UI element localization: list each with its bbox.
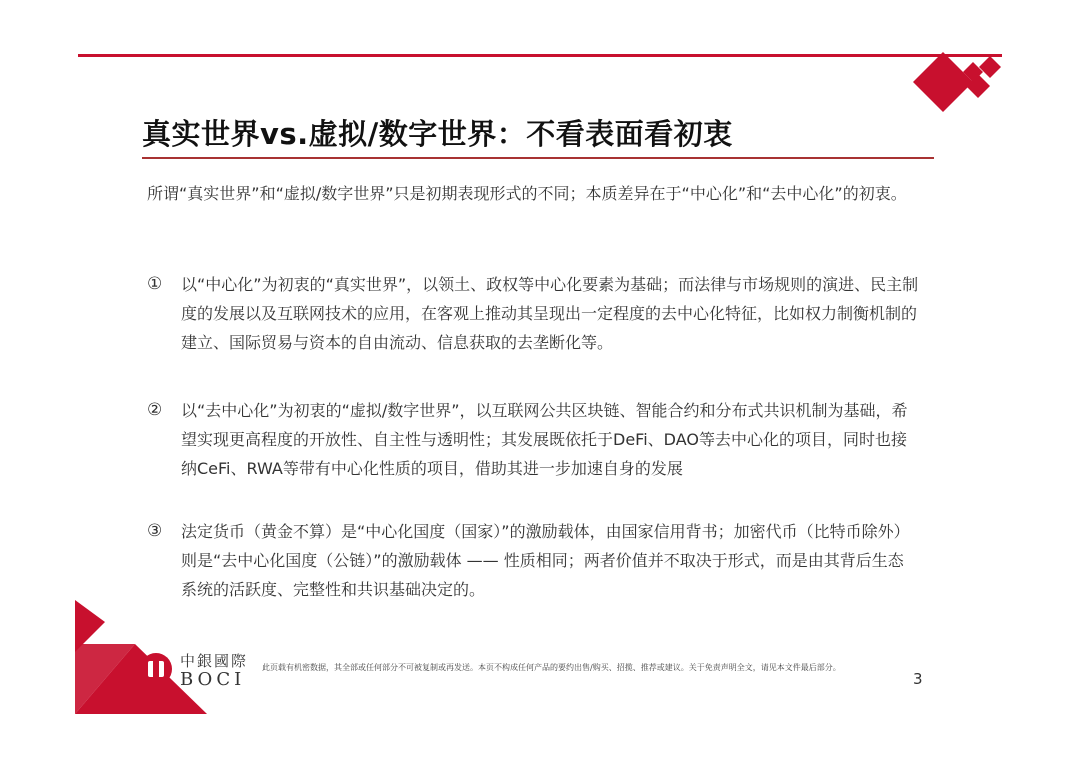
intro-paragraph: 所谓“真实世界”和“虚拟/数字世界”只是初期表现形式的不同；本质差异在于“中心化”和“去中心化”的初衷。 xyxy=(147,184,907,203)
footer-disclaimer: 此页载有机密数据，其全部或任何部分不可被复制或再发送。本页不构成任何产品的要约出售/购买、招揽、推荐或建议。关于免责声明全文，请见本文件最后部分。 xyxy=(262,663,841,672)
point-marker: ① xyxy=(147,274,163,294)
page-title: 真实世界vs.虚拟/数字世界：不看表面看初衷 xyxy=(142,117,733,151)
logo-chinese-name: 中銀國際 xyxy=(180,652,249,670)
title-underline xyxy=(142,157,934,159)
point-text: 法定货币（黄金不算）是“中心化国度（国家）”的激励载体，由国家信用背书；加密代币（比特币除外）则是“去中心化国度（公链）”的激励载体 —— 性质相同；两者价值并不取决于形式，而是由其背后生态系统的活跃度、完整性和共识基础决定的。 xyxy=(181,522,910,599)
boc-logo-icon xyxy=(140,653,172,685)
point-marker: ② xyxy=(147,400,163,420)
logo-english-name: BOCI xyxy=(180,669,246,690)
point-marker: ③ xyxy=(147,521,163,541)
point-text: 以“去中心化”为初衷的“虚拟/数字世界”，以互联网公共区块链、智能合约和分布式共识机制为基础，希望实现更高程度的开放性、自主性与透明性；其发展既依托于DeFi、DAO等去中心化的项目，同时也接纳CeFi、RWA等带有中心化性质的项目，借助其进一步加速自身的发展 xyxy=(181,401,908,478)
boci-logo xyxy=(140,652,260,692)
header-rule xyxy=(78,54,1002,57)
corner-diamond-decoration xyxy=(905,52,1015,112)
point-text: 以“中心化”为初衷的“真实世界”，以领土、政权等中心化要素为基础；而法律与市场规则的演进、民主制度的发展以及互联网技术的应用，在客观上推动其呈现出一定程度的去中心化特征，比如权力制衡机制的建立、国际贸易与资本的自由流动、信息获取的去垄断化等。 xyxy=(181,275,919,352)
page-number: 3 xyxy=(913,670,923,688)
